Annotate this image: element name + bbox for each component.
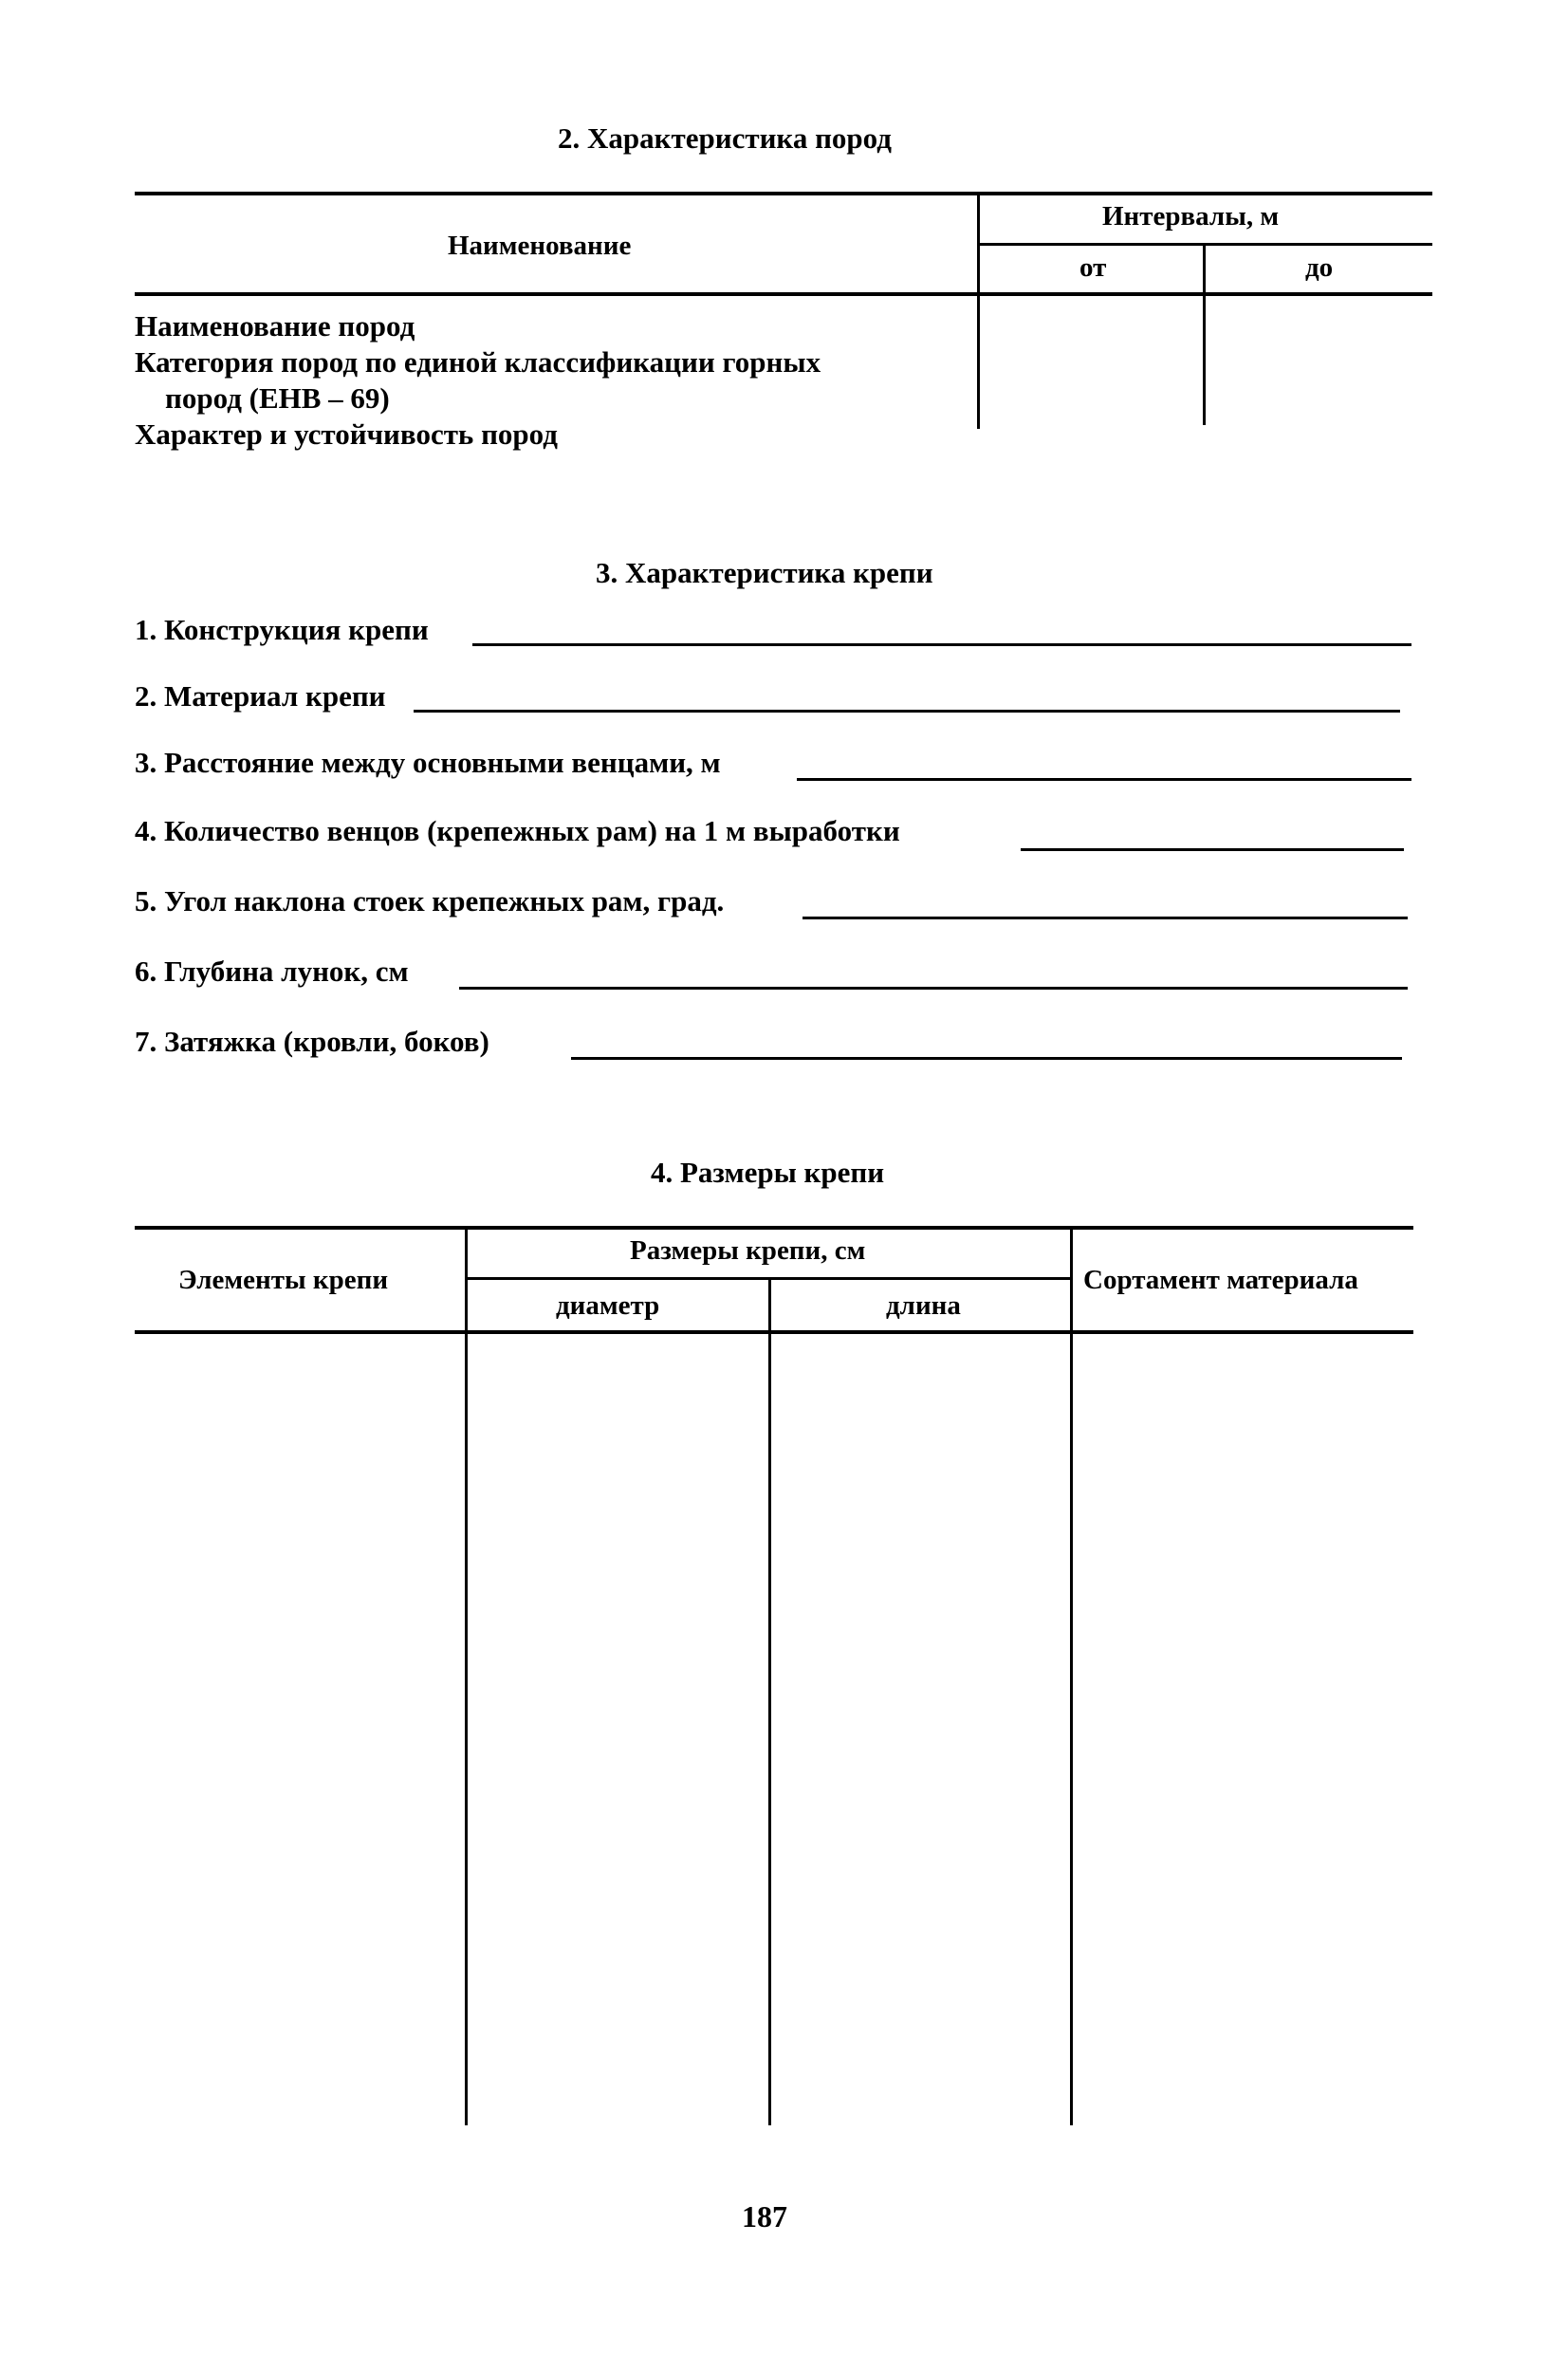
field-support-design-line[interactable] <box>472 643 1411 646</box>
rock-row-name: Наименование пород <box>135 309 415 343</box>
header-diameter: диаметр <box>556 1290 660 1321</box>
field-crown-count-label: 4. Количество венцов (крепежных рам) на 1 м выработки <box>135 814 900 847</box>
table-header-bottom-rule <box>135 292 1432 296</box>
sizes-table-top-rule <box>135 1226 1413 1230</box>
field-crown-distance-label: 3. Расстояние между основными венцами, м <box>135 746 721 779</box>
field-lagging-line[interactable] <box>571 1057 1402 1060</box>
field-crown-count-line[interactable] <box>1021 848 1404 851</box>
intervals-sub-rule <box>979 243 1432 246</box>
table-top-rule <box>135 192 1432 195</box>
header-intervals: Интервалы, м <box>1102 201 1280 232</box>
header-from: от <box>1079 252 1107 283</box>
rock-row-stability: Характер и устойчивость пород <box>135 417 558 451</box>
field-support-design-label: 1. Конструкция крепи <box>135 613 429 646</box>
rock-row-category-cont: пород (ЕНВ – 69) <box>165 381 390 415</box>
header-elements: Элементы крепи <box>178 1265 389 1295</box>
header-material: Сортамент материала <box>1083 1265 1358 1295</box>
header-length: длина <box>886 1290 961 1321</box>
name-column-divider <box>977 192 980 429</box>
field-post-angle-label: 5. Угол наклона стоек крепежных рам, град. <box>135 884 725 918</box>
sizes-header-bottom-rule <box>135 1330 1413 1334</box>
field-support-material-line[interactable] <box>414 710 1400 713</box>
header-to: до <box>1305 252 1334 283</box>
field-post-angle-line[interactable] <box>802 917 1408 919</box>
section-3-title: 3. Характеристика крепи <box>596 556 933 589</box>
field-hole-depth-line[interactable] <box>459 987 1408 990</box>
from-to-divider <box>1203 243 1206 425</box>
elements-column-divider <box>465 1226 468 2125</box>
rock-row-category: Категория пород по единой классификации горных <box>135 345 821 379</box>
section-2-title: 2. Характеристика пород <box>558 121 892 155</box>
diameter-length-divider <box>768 1277 771 2125</box>
material-column-divider <box>1070 1226 1073 2125</box>
page-number: 187 <box>742 2199 787 2234</box>
header-name: Наименование <box>448 231 632 261</box>
field-lagging-label: 7. Затяжка (кровли, боков) <box>135 1025 489 1058</box>
section-4-title: 4. Размеры крепи <box>651 1156 885 1189</box>
field-crown-distance-line[interactable] <box>797 778 1411 781</box>
header-sizes: Размеры крепи, см <box>630 1235 866 1266</box>
field-support-material-label: 2. Материал крепи <box>135 679 386 713</box>
field-hole-depth-label: 6. Глубина лунок, см <box>135 955 409 988</box>
